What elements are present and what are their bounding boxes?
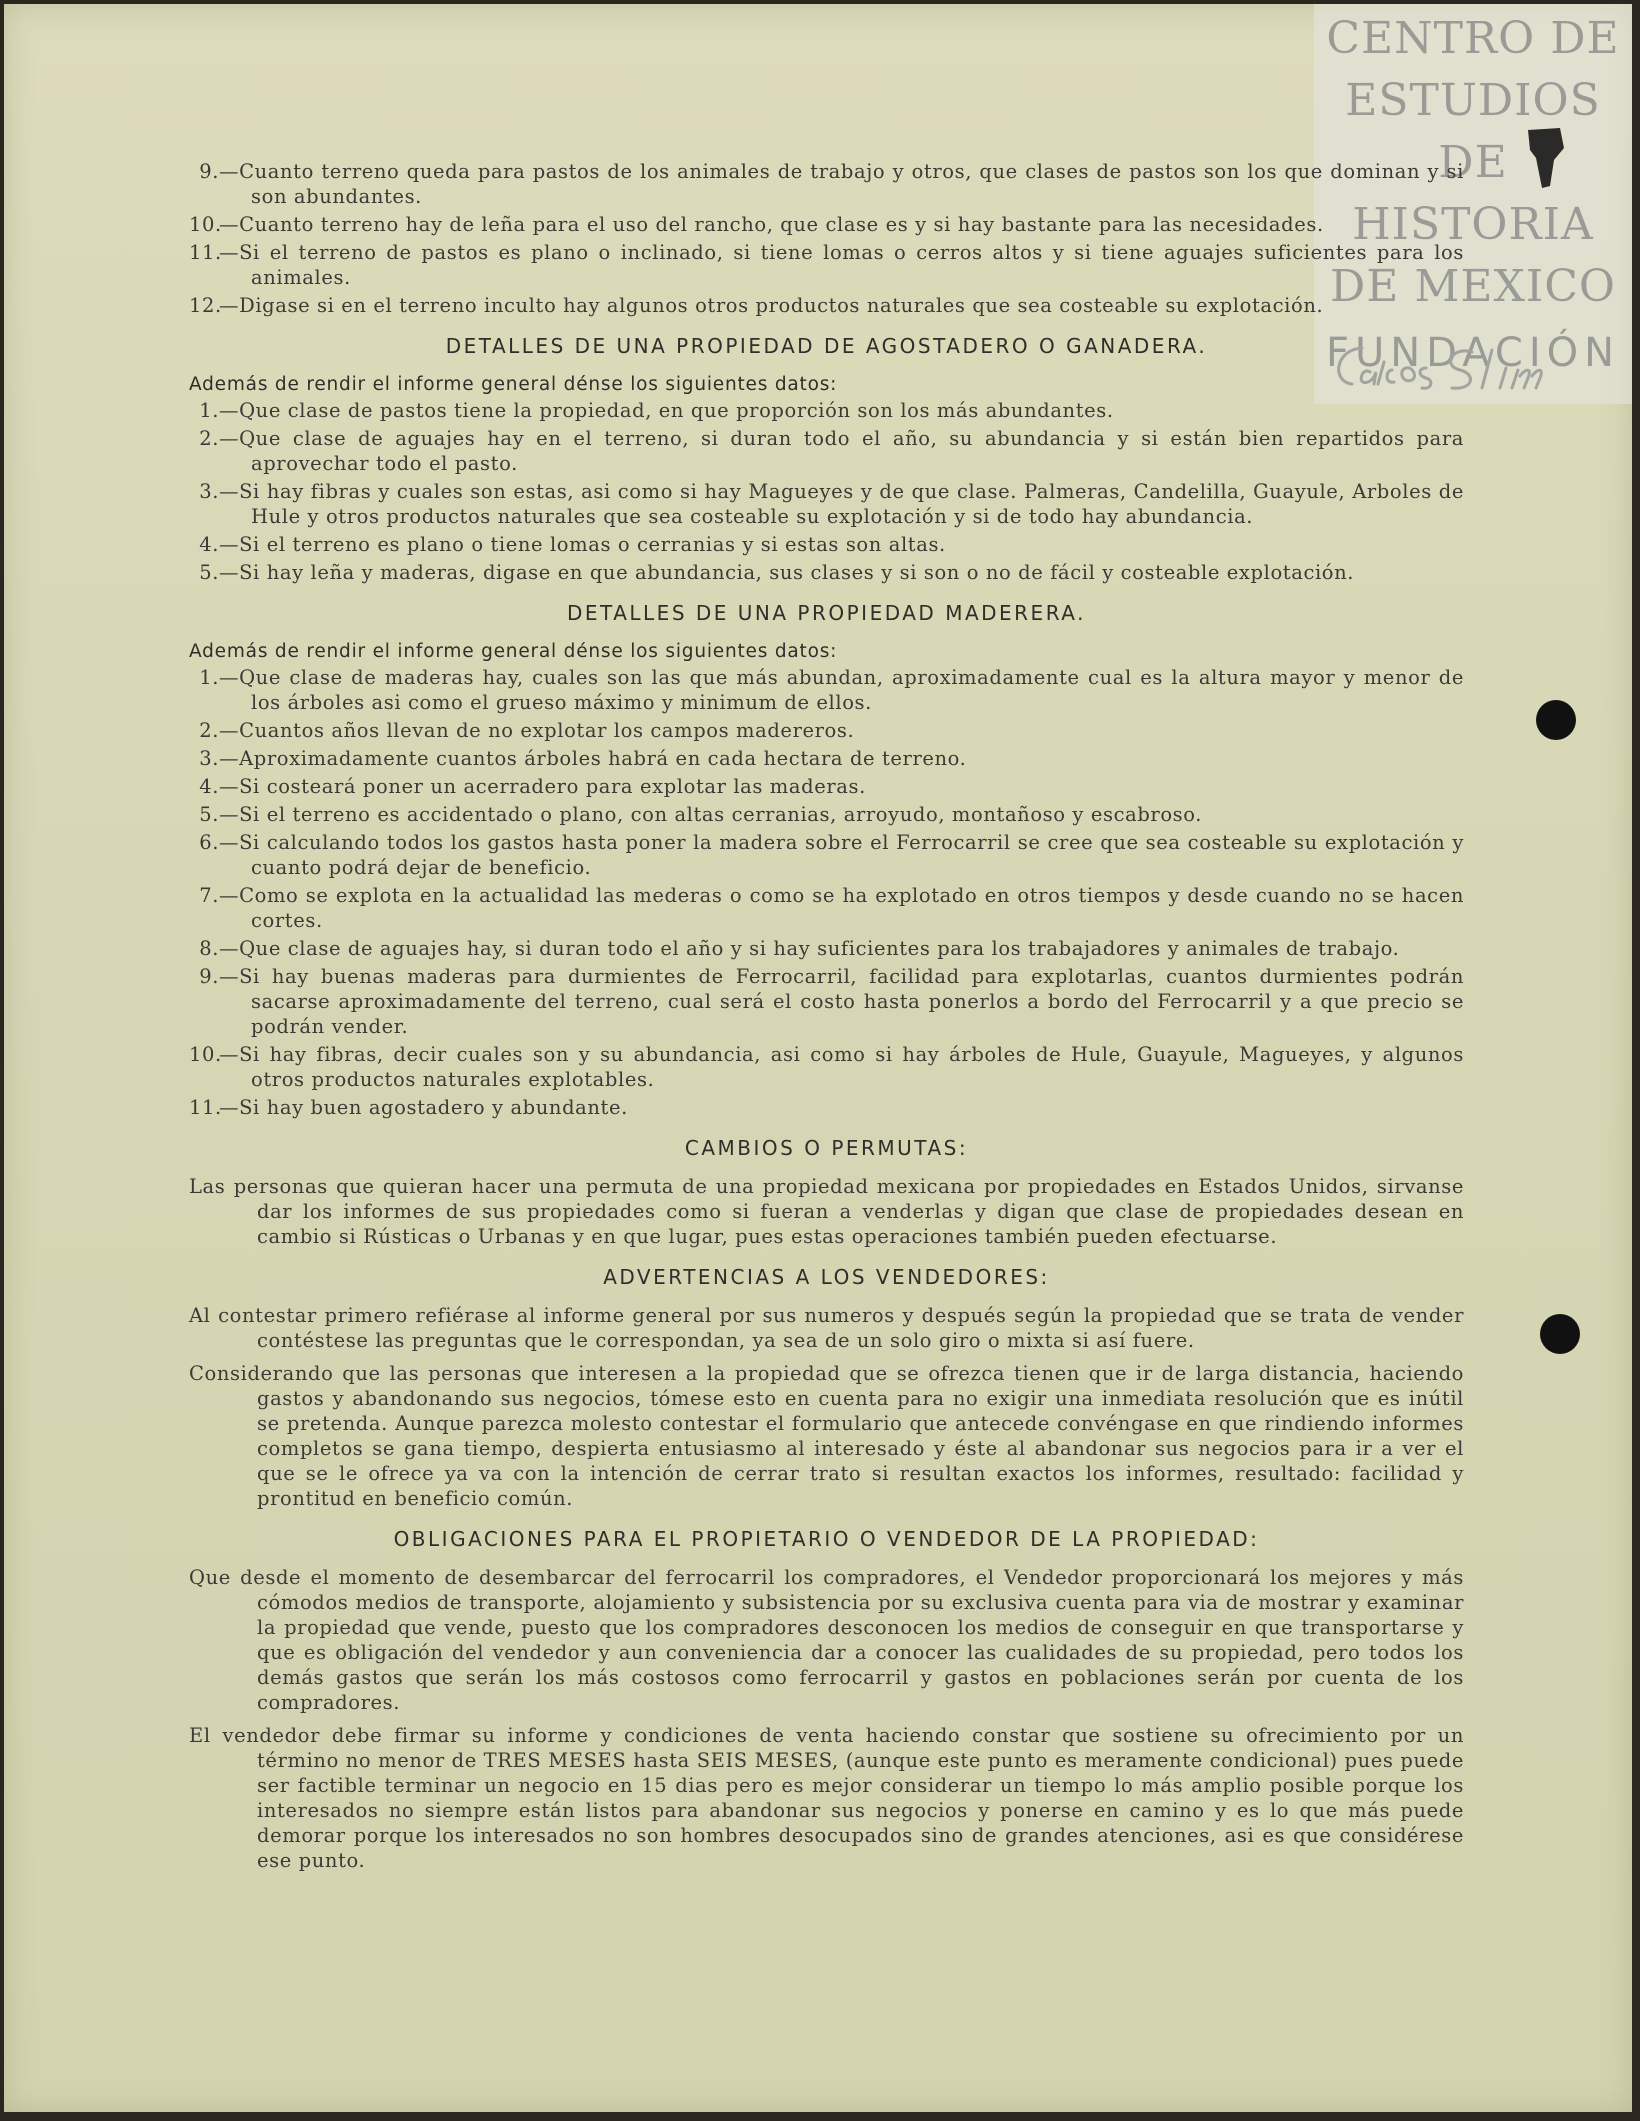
list-item: 2.—Que clase de aguajes hay en el terreno, si duran todo el año, su abundancia y si están bien repartidos para aprovechar todo el pasto. [199,427,1464,475]
section-heading-cambios: CAMBIOS O PERMUTAS: [684,1136,969,1160]
list-item: 5.—Si hay leña y maderas, digase en que abundancia, sus clases y si son o no de fácil y costeable explotación. [199,561,1355,584]
list-item: 2.—Cuantos años llevan de no explotar los campos madereros. [199,719,855,742]
list-item: 3.—Si hay fibras y cuales son estas, asi como si hay Magueyes y de que clase. Palmeras, Candelilla, Guayule, Arboles de Hule y otros productos naturales que sea costeable su explotación y si de todo hay abundancia. [199,480,1464,528]
punch-hole-icon [1536,700,1576,740]
watermark-line-2: ESTUDIOS [1345,75,1601,126]
advertencias-paragraph: Al contestar primero refiérase al informe general por sus numeros y después según la propiedad que se trata de vender contéstese las preguntas que le correspondan, ya sea de un solo giro o mixta si así fuere. [189,1304,1464,1352]
agostadero-list [189,398,1464,585]
obligaciones-paragraph: El vendedor debe firmar su informe y condiciones de venta haciendo constar que sostiene su ofrecimiento por un término no menor de TRES MESES hasta SEIS MESES, (aunque este punto es meramente condicional) pues puede ser factible terminar un negocio en 15 dias pero es mejor considerar un tiempo lo más amplio posible porque los interesados no siempre están listos para abandonar sus negocios y ponerse en camino y es lo que más puede demorar porque los interesados no son hombres desocupados sino de grandes atenciones, asi es que considérese ese punto. [189,1724,1464,1872]
ink-blot-icon [1526,128,1566,190]
punch-hole-icon [1540,1314,1580,1354]
list-item: 8.—Que clase de aguajes hay, si duran todo el año y si hay suficientes para los trabajadores y animales de trabajo. [199,937,1400,960]
section-heading-advertencias: ADVERTENCIAS A LOS VENDEDORES: [603,1265,1050,1289]
list-item: 11.—Si hay buen agostadero y abundante. [189,1096,628,1119]
list-item: 6.—Si calculando todos los gastos hasta poner la madera sobre el Ferrocarril se cree que sea costeable su explotación y cuanto podrá dejar de beneficio. [199,831,1464,879]
watermark-line-4: DE MEXICO [1330,261,1616,312]
section-heading-maderera: DETALLES DE UNA PROPIEDAD MADERERA. [567,601,1086,625]
list-item: 9.—Si hay buenas maderas para durmientes de Ferrocarril, facilidad para explotarlas, cuantos durmientes podrán sacarse aproximadamente del terreno, cual será el costo hasta ponerlos a bordo del Ferrocarril y a que precio se podrán vender. [199,965,1464,1038]
section-intro: Además de rendir el informe general dénse los siguientes datos: [189,641,838,662]
list-item: 4.—Si el terreno es plano o tiene lomas o cerranias y si estas son altas. [199,533,946,556]
list-item: 9.—Cuanto terreno queda para pastos de los animales de trabajo y otros, que clases de pastos son los que dominan y si son abundantes. [199,160,1464,208]
document-page [4,4,1632,2112]
list-item: 1.—Que clase de maderas hay, cuales son las que más abundan, aproximadamente cual es la altura mayor y menor de los árboles asi como el grueso máximo y minimum de ellos. [199,666,1464,714]
section-heading-agostadero: DETALLES DE UNA PROPIEDAD DE AGOSTADERO O GANADERA. [445,334,1208,358]
watermark-fundacion: FUNDACIÓN [1325,330,1621,376]
list-item: 11.—Si el terreno de pastos es plano o inclinado, si tiene lomas o cerros altos y si tiene aguajes suficientes para los animales. [189,241,1464,289]
watermark-line-3: DE HISTORIA [1352,137,1594,250]
list-item: 4.—Si costeará poner un acerradero para explotar las maderas. [199,775,866,798]
maderera-list [189,665,1464,1120]
section-heading-obligaciones: OBLIGACIONES PARA EL PROPIETARIO O VENDEDOR DE LA PROPIEDAD: [393,1527,1260,1551]
watermark-line-1: CENTRO DE [1326,13,1620,64]
list-item: 7.—Como se explota en la actualidad las mederas o como se ha explotado en otros tiempos y desde cuando no se hacen cortes. [199,884,1464,932]
list-item: 12.—Digase si en el terreno inculto hay algunos otros productos naturales que sea costeable su explotación. [189,294,1324,317]
list-item: 3.—Aproximadamente cuantos árboles habrá en cada hectara de terreno. [199,747,967,770]
obligaciones-paragraph: Que desde el momento de desembarcar del ferrocarril los compradores, el Vendedor proporcionará los mejores y más cómodos medios de transporte, alojamiento y subsistencia por su exclusiva cuenta para via de mostrar y examinar la propiedad que vende, puesto que los compradores desconocen los medios de conseguir en que transportarse y que es obligación del vendedor y aun conveniencia dar a conocer las cualidades de su propiedad, pero todos los demás gastos que serán los más costosos como ferrocarril y gastos en poblaciones serán por cuenta de los compradores. [189,1566,1464,1714]
list-item: 10.—Cuanto terreno hay de leña para el uso del rancho, que clase es y si hay bastante para las necesidades. [189,213,1324,236]
list-item: 1.—Que clase de pastos tiene la propiedad, en que proporción son los más abundantes. [199,399,1114,422]
list-item: 10.—Si hay fibras, decir cuales son y su abundancia, asi como si hay árboles de Hule, Guayule, Magueyes, y algunos otros productos naturales explotables. [189,1043,1464,1091]
list-item: 5.—Si el terreno es accidentado o plano, con altas cerranias, arroyudo, montañoso y escabroso. [199,803,1203,826]
advertencias-paragraph: Considerando que las personas que interesen a la propiedad que se ofrezca tienen que ir de larga distancia, haciendo gastos y abandonando sus negocios, tómese esto en cuenta para no exigir una inmediata resolución que es inútil se pretenda. Aunque parezca molesto contestar el formulario que antecede convéngase en que rindiendo informes completos se gana tiempo, despierta entusiasmo al interesado y éste al abandonar sus negocios para ir a ver el que se le ofrece ya va con la intención de cerrar trato si resultan exactos los informes, resultado: facilidad y prontitud en beneficio común. [189,1362,1464,1510]
section-intro: Además de rendir el informe general dénse los siguientes datos: [189,374,838,395]
cambios-paragraph: Las personas que quieran hacer una permuta de una propiedad mexicana por propiedades en Estados Unidos, sirvanse dar los informes de sus propiedades como si fueran a venderlas y digan que clase de propiedades desean en cambio si Rústicas o Urbanas y en que lugar, pues estas operaciones también pueden efectuarse. [189,1175,1464,1248]
continued-list [189,159,1464,318]
document-body [189,159,1464,1881]
